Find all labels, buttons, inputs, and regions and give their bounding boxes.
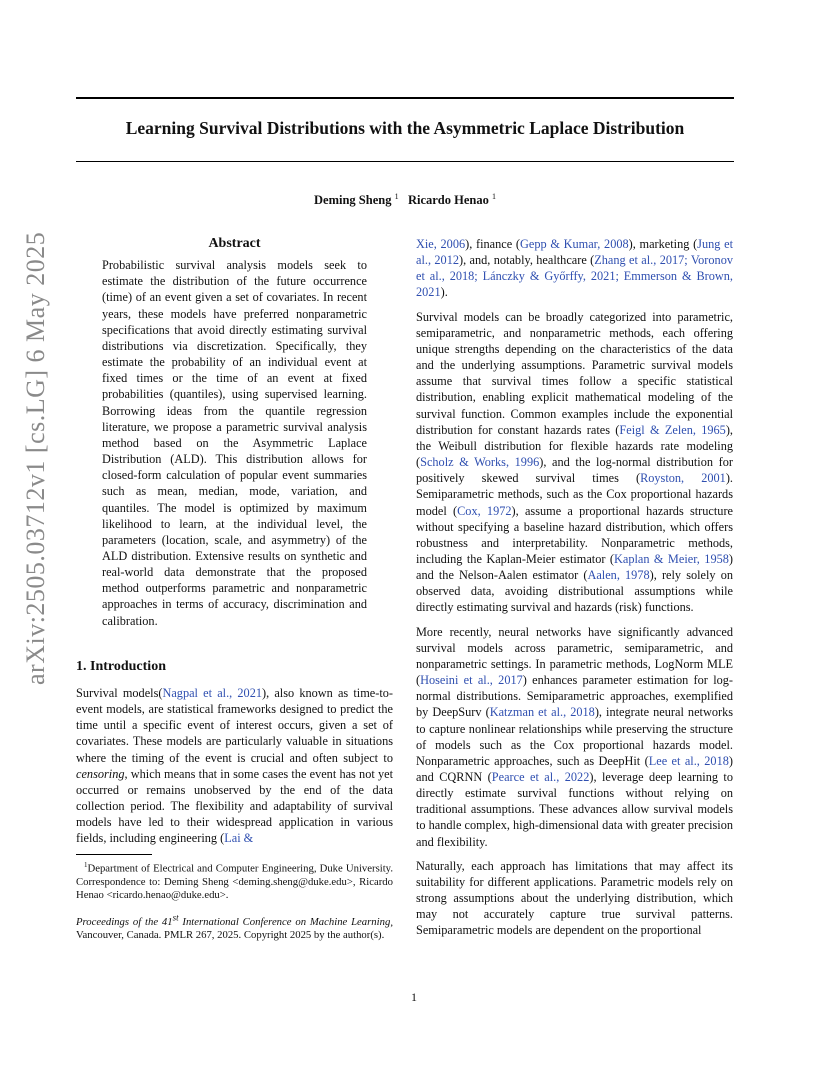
citation-link[interactable]: Katzman et al., 2018 bbox=[489, 705, 595, 720]
citation-link[interactable]: Zhang et al., 2017; Voronov et al., 2018; Lánczky & Győrffy, 2021; Emmerson & Brown, 2021 bbox=[416, 253, 733, 300]
citation-link[interactable]: Xie, 2006 bbox=[416, 237, 466, 251]
citation-link[interactable]: Feigl & Zelen, 1965 bbox=[619, 422, 726, 437]
citation-link[interactable]: Hoseini et al., 2017 bbox=[420, 673, 523, 688]
citation-link[interactable]: Nagpal et al., 2021 bbox=[162, 685, 262, 700]
emphasis-term: censoring bbox=[76, 766, 125, 781]
body-paragraph: More recently, neural networks have significantly advanced survival models across parametric, semiparametric, and nonparametric settings. In parametric methods, LogNorm MLE (Hoseini et al., 2017) enhances parameter estimation for log-normal distributions. Semiparametric approaches, exemplified by DeepSurv (Katzman et al., 2018), integrate neural networks to capture nonlinear relationships while preserving the structure of models such as the Cox proportional hazards model. Nonparametric approaches, such as DeepHit (Lee et al., 2018) and CQRNN (Pearce et al., 2022), leverage deep learning to directly estimate survival functions without relying on traditional assumptions. These advances allow survival models to handle complex, high-dimensional data with greater precision and flexibility. bbox=[416, 624, 734, 849]
author-name: Deming Sheng bbox=[314, 193, 392, 208]
citation-link[interactable]: Cox, 1972 bbox=[457, 503, 512, 518]
author-list bbox=[76, 192, 734, 208]
body-paragraph: Naturally, each approach has limitations that may affect its suitability for different applications. Parametric models rely on strong assumptions about the underlying distribution, which may not accurately capture true survival patterns. Semiparametric models are dependent on the proportional bbox=[416, 858, 733, 938]
author-name: Ricardo Henao bbox=[407, 193, 489, 208]
proceedings-note: Proceedings of the 41st International Conference on Machine Learning, Vancouver, Canada. PMLR 267, 2025. Copyright 2025 by the author(s). bbox=[76, 912, 393, 942]
left-column bbox=[76, 236, 393, 943]
title-top-rule bbox=[76, 97, 734, 99]
affiliation-mark: 1 bbox=[491, 192, 496, 201]
intro-paragraph-continued: Xie, 2006), finance (Gepp & Kumar, 2008), marketing (Jung et al., 2012), and, notably, healthcare (Zhang et al., 2017; Voronov et al., 2018; Lánczky & Győrffy, 2021; Emmerson & Brown, 2021). bbox=[416, 237, 733, 300]
citation-link[interactable]: Aalen, 1978 bbox=[587, 568, 650, 583]
affiliation-mark: 1 bbox=[394, 192, 399, 201]
citation-link[interactable]: Scholz & Works, 1996 bbox=[420, 455, 540, 470]
right-column bbox=[416, 236, 733, 947]
arxiv-identifier: arXiv:2505.03712v1 [cs.LG] 6 May 2025 bbox=[21, 231, 50, 685]
paper-title: Learning Survival Distributions with the Asymmetric Laplace Distribution bbox=[125, 118, 685, 138]
citation-link[interactable]: Lai & bbox=[224, 831, 254, 846]
abstract-body: Probabilistic survival analysis models seek to estimate the distribution of the future occurrence (time) of an event given a set of covariates. In recent years, these models have preferred nonparametric specifications that avoid directly estimating survival distributions via discretization. Specifically, they estimate the probability of an individual event at fixed times or the time of an event at fixed probabilities (quantiles), using supervised learning. Borrowing ideas from the quantile regression literature, we propose a parametric survival analysis method based on the Asymmetric Laplace Distribution (ALD). This distribution allows for closed-form calculation of popular event summaries such as mean, median, mode, variation, and quantiles. The model is optimized by maximum likelihood to learn, at the individual level, the parameters (location, scale, and asymmetry) of the ALD distribution. Extensive results on synthetic and real-world data demonstrate that the proposed method outperforms parametric and nonparametric approaches in terms of accuracy, discrimination and calibration. bbox=[102, 258, 367, 628]
page-number: 1 bbox=[411, 990, 417, 1004]
citation-link[interactable]: Royston, 2001 bbox=[640, 471, 726, 486]
citation-link[interactable]: Pearce et al., 2022 bbox=[491, 770, 590, 784]
intro-paragraph: Survival models(Nagpal et al., 2021), also known as time-to-event models, are statistical frameworks designed to predict the time until a specific event of interest occurs, given a set of covariates. These models are particularly valuable in situations where the timing of the event is crucial and often subject to censoring, which means that in some cases the event has not yet occurred or remains unobserved by the end of the data collection period. The flexibility and adaptability of survival models have led to their widespread application in various fields, including engineering (Lai & bbox=[76, 685, 393, 846]
abstract-heading: Abstract bbox=[208, 236, 261, 251]
citation-link[interactable]: Gepp & Kumar, 2008 bbox=[520, 237, 629, 251]
title-bottom-rule bbox=[76, 161, 734, 162]
citation-link[interactable]: Jung et al., 2012 bbox=[416, 237, 733, 268]
citation-link[interactable]: Kaplan & Meier, 1958 bbox=[614, 551, 729, 566]
body-paragraph: Survival models can be broadly categorized into parametric, semiparametric, and nonparametric methods, each offering unique strengths depending on the characteristics of the data and the underlying assumptions. Parametric survival models assume that survival times follow a specific statistical distribution, enabling explicit mathematical modeling of the survival function. Common examples include the exponential distribution for constant hazards rates (Feigl & Zelen, 1965), the Weibull distribution for flexible hazards rate modeling (Scholz & Works, 1996), and the log-normal distribution for positively skewed survival times (Royston, 2001). Semiparametric methods, such as the Cox proportional hazards model (Cox, 1972), assume a proportional hazards structure without specifying a baseline hazard distribution, which offers robustness and interpretability. Nonparametric methods, including the Kaplan-Meier estimator (Kaplan & Meier, 1958) and the Nelson-Aalen estimator (Aalen, 1978), rely solely on observed data, avoiding distributional assumptions while directly estimating survival and hazards (risk) functions. bbox=[416, 309, 734, 615]
section-heading-introduction: 1. Introduction bbox=[76, 658, 166, 674]
citation-link[interactable]: Lee et al., 2018 bbox=[648, 753, 729, 768]
affiliation-footnote: $^1$Department of Electrical and Computer Engineering, Duke University. Correspondence to: Deming Sheng <deming.sheng@duke.edu>, Ricardo Henao <ricardo.henao@duke.edu>. bbox=[76, 861, 393, 902]
footnote-rule bbox=[76, 854, 152, 855]
